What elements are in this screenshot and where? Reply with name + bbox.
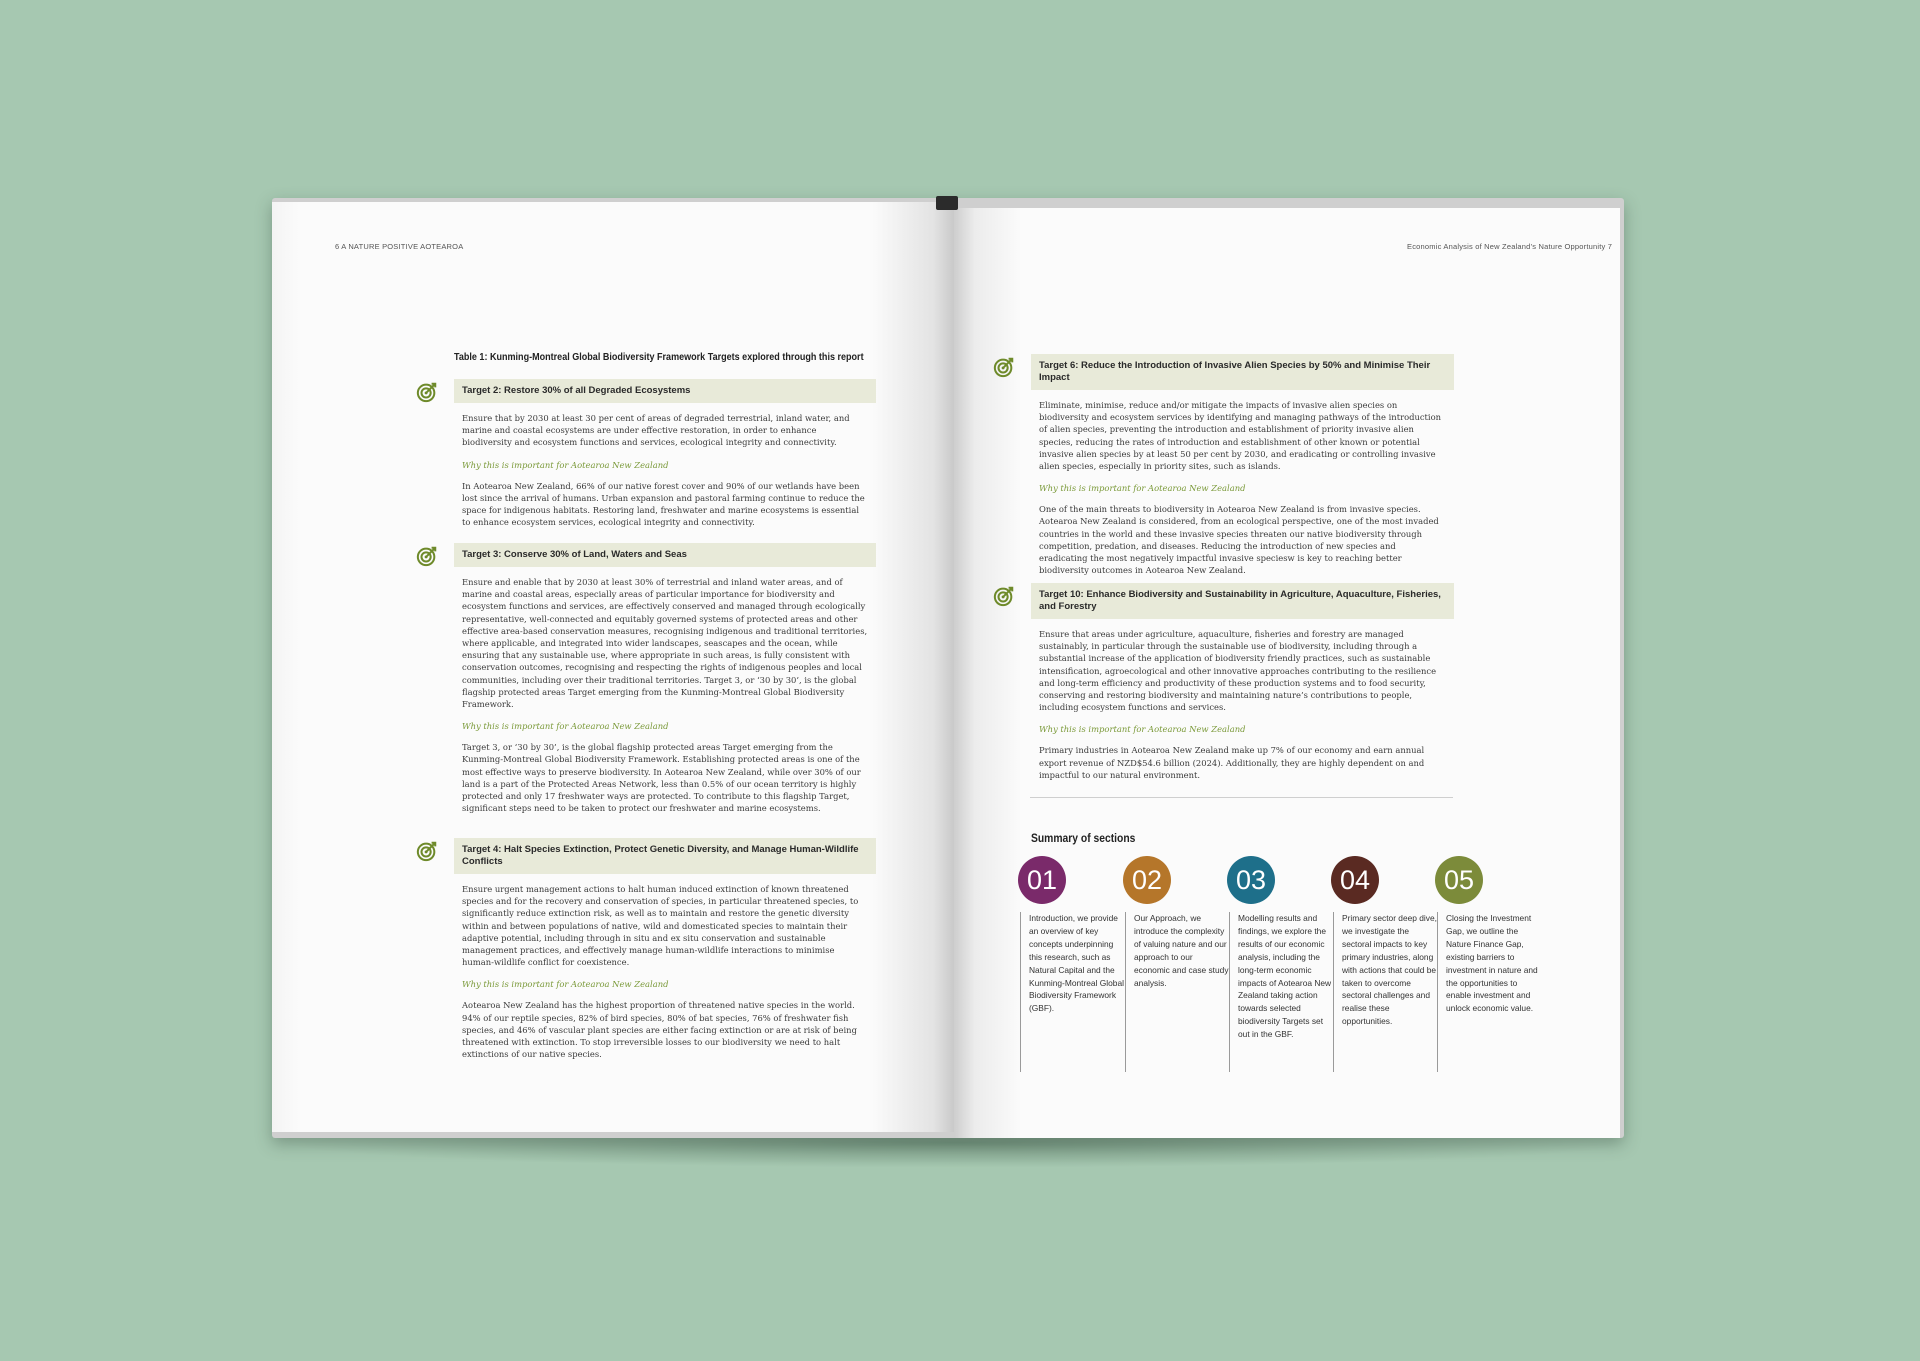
why-body: One of the main threats to biodiversity in Aotearoa New Zealand is from invasive species. Aotearoa New Zealand is considered, from an ecological perspective, one of the most invaded countries in the world and these invasive species threaten our native biodiversity through competition, predation, and diseases. Reducing the introduction of new species and eradicating the most negatively impactful invasive speciesw is key to reaching better biodiversity outcomes in Aotearoa New Zealand. [1039, 504, 1439, 576]
target-title: Target 4: Halt Species Extinction, Protect Genetic Diversity, and Manage Human-Wildlife Conflicts [454, 838, 876, 874]
section-description: Modelling results and findings, we explore the results of our economic analysis, including the long-term economic impacts of Aotearoa New Zealand taking action towards selected biodiversity Targets set out in the GBF. [1229, 912, 1333, 1072]
right-running-header: Economic Analysis of New Zealand’s Nature Opportunity 7 [1407, 242, 1613, 251]
target-title: Target 3: Conserve 30% of Land, Waters and Seas [454, 543, 876, 567]
target-icon [416, 381, 438, 403]
section-number-badge: 01 [1018, 856, 1066, 904]
summary-section-03 [1229, 856, 1333, 1072]
section-number-badge: 05 [1435, 856, 1483, 904]
section-number-badge: 02 [1123, 856, 1171, 904]
section-number-badge: 04 [1331, 856, 1379, 904]
why-heading: Why this is important for Aotearoa New Zealand [462, 721, 669, 732]
summary-section-05 [1437, 856, 1541, 1072]
target-icon [993, 356, 1015, 378]
why-body: In Aotearoa New Zealand, 66% of our native forest cover and 90% of our wetlands have been lost since the arrival of humans. Urban expansion and pastoral farming continue to reduce the space for indigenous habitats. Restoring land, freshwater and marine ecosystems is essential to enhance ecosystem services, ecological integrity and connectivity. [462, 480, 865, 528]
why-heading: Why this is important for Aotearoa New Zealand [462, 979, 669, 990]
section-description: Closing the Investment Gap, we outline the Nature Finance Gap, existing barriers to investment in nature and the opportunities to enable investment and unlock economic value. [1437, 912, 1541, 1072]
target-title: Target 6: Reduce the Introduction of Invasive Alien Species by 50% and Minimise Their Impact [1031, 354, 1454, 390]
target-icon [993, 585, 1015, 607]
target-6-block [1031, 354, 1454, 576]
target-body: Ensure urgent management actions to halt human induced extinction of known threatened species and for the recovery and conservation of species, in particular threatened species, to significantly reduce extinction risk, as well as to maintain and restore the genetic diversity within and between populations of native, wild and domesticated species to maintain their adaptive potential, including through in situ and ex situ conservation and sustainable management practices, and effectively manage human-wildlife interactions to minimise human-wildlife conflict for coexistence. [462, 884, 859, 968]
why-body: Target 3, or ‘30 by 30’, is the global flagship protected areas Target emerging from the Kunming-Montreal Global Biodiversity Framework. Establishing protected areas is one of the most effective ways to preserve biodiversity. In Aotearoa New Zealand, while over 30% of our land is a part of the Protected Areas Network, less than 0.5% of our ocean territory is highly protected and only 17 freshwater ways are protected. To contribute to this flagship Target, significant steps need to be taken to protect our freshwater and marine ecosystems. [462, 742, 861, 814]
why-body: Aotearoa New Zealand has the highest proportion of threatened native species in the world. 94% of our reptile species, 82% of bird species, 80% of bat species, 76% of freshwater fish species, and 46% of vascular plant species are either facing extinction or are at risk of being threatened with extinction. To stop irreversible losses to our biodiversity we need to halt extinctions of our native species. [462, 1000, 857, 1060]
why-body: Primary industries in Aotearoa New Zealand make up 7% of our economy and earn annual export revenue of NZD$54.6 billion (2024). Additionally, they are highly dependent on and impactful to our natural environment. [1039, 745, 1425, 780]
table-title: Table 1: Kunming-Montreal Global Biodiversity Framework Targets explored through this report [454, 351, 864, 363]
section-description: Our Approach, we introduce the complexity of valuing nature and our approach to our economic and case study analysis. [1125, 912, 1229, 1072]
target-2-block [454, 379, 876, 528]
why-heading: Why this is important for Aotearoa New Zealand [1039, 483, 1246, 494]
section-description: Introduction, we provide an overview of key concepts underpinning this research, such as Natural Capital and the Kunming-Montreal Global Biodiversity Framework (GBF). [1020, 912, 1124, 1072]
why-heading: Why this is important for Aotearoa New Zealand [1039, 724, 1246, 735]
section-divider [1030, 797, 1453, 798]
target-3-block [454, 543, 876, 814]
target-body: Ensure that by 2030 at least 30 per cent of areas of degraded terrestrial, inland water, and marine and coastal ecosystems are under effective restoration, in order to enhance biodiversity and ecosystem functions and services, ecological integrity and connectivity. [462, 413, 850, 448]
target-body: Ensure and enable that by 2030 at least 30% of terrestrial and inland water areas, and of marine and coastal areas, especially areas of particular importance for biodiversity and ecosystem functions and services, are effectively conserved and managed through ecologically representative, well-connected and equitably governed systems of protected areas and other effective area-based conservation measures, recognising indigenous and traditional territories, where applicable, and integrated into wider landscapes, seascapes and the ocean, while ensuring that any sustainable use, where appropriate in such areas, is fully consistent with conservation outcomes, recognising and respecting the rights of indigenous peoples and local communities, including over their traditional territories. Target 3, or ‘30 by 30’, is the global flagship protected areas Target emerging from the Kunming-Montreal Global Biodiversity Framework. [462, 577, 868, 710]
section-description: Primary sector deep dive, we investigate the sectoral impacts to key primary industries, along with actions that could be taken to overcome sectoral challenges and realise these opportunities. [1333, 912, 1437, 1072]
target-title: Target 10: Enhance Biodiversity and Sustainability in Agriculture, Aquaculture, Fisheries, and Forestry [1031, 583, 1454, 619]
left-running-header: 6 A NATURE POSITIVE AOTEAROA [335, 242, 464, 251]
target-4-block [454, 838, 876, 1060]
target-body: Eliminate, minimise, reduce and/or mitigate the impacts of invasive alien species on biodiversity and ecosystem services by identifying and managing pathways of the introduction of alien species, preventing the introduction and establishment of priority invasive alien species, reducing the rates of introduction and establishment of other known or potential invasive alien species by at least 50 per cent by 2030, and eradicating or controlling invasive alien species, especially in priority sites, such as islands. [1039, 400, 1442, 472]
target-icon [416, 840, 438, 862]
why-heading: Why this is important for Aotearoa New Zealand [462, 459, 669, 470]
target-10-block [1031, 583, 1454, 781]
summary-title: Summary of sections [1031, 831, 1136, 845]
book-spine [936, 196, 958, 210]
target-body: Ensure that areas under agriculture, aquaculture, fisheries and forestry are managed sustainably, in particular through the sustainable use of biodiversity, including through a substantial increase of the application of biodiversity friendly practices, such as sustainable intensification, agroecological and other innovative approaches contributing to the resilience and long-term efficiency and productivity of these production systems and to food security, conserving and restoring biodiversity and maintaining nature’s contributions to people, including ecosystem functions and services. [1039, 629, 1437, 713]
target-title: Target 2: Restore 30% of all Degraded Ecosystems [454, 379, 876, 403]
section-number-badge: 03 [1227, 856, 1275, 904]
summary-section-04 [1333, 856, 1437, 1072]
summary-section-02 [1125, 856, 1229, 1072]
target-icon [416, 545, 438, 567]
summary-section-01 [1020, 856, 1124, 1072]
